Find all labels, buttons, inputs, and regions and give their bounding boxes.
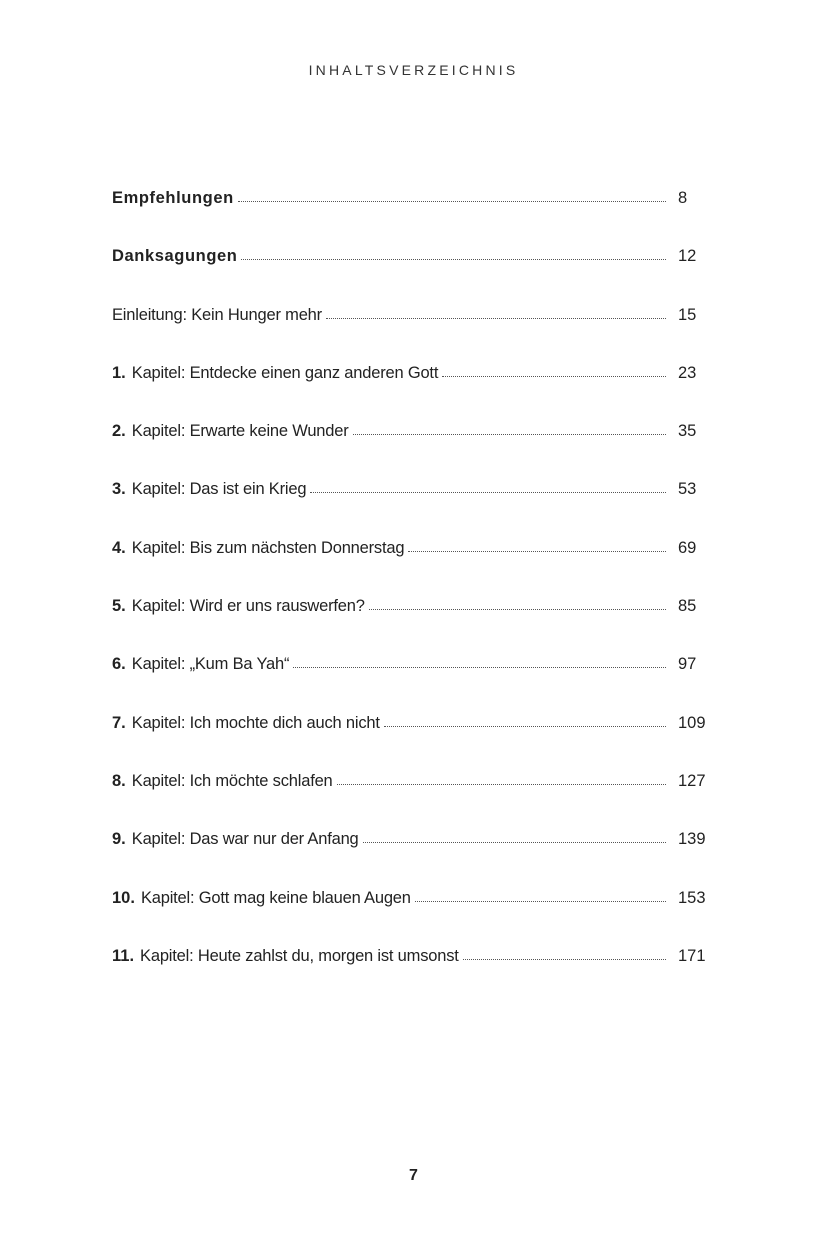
toc-entry-title: Kapitel: Entdecke einen ganz anderen Gott bbox=[131, 363, 439, 382]
dot-leader bbox=[310, 491, 666, 493]
toc-entry-number: 3. bbox=[112, 480, 126, 499]
toc-entry-einleitung[interactable] bbox=[112, 301, 704, 359]
toc-entry-chapter-3[interactable] bbox=[112, 475, 704, 533]
dot-leader bbox=[353, 433, 666, 435]
toc-entry-title: Danksagungen bbox=[112, 247, 238, 266]
toc-entry-chapter-11[interactable] bbox=[112, 942, 704, 1000]
toc-entry-title: Kapitel: „Kum Ba Yah“ bbox=[131, 655, 290, 674]
toc-entry-number: 2. bbox=[112, 422, 126, 441]
toc-entry-page: 109 bbox=[678, 713, 706, 732]
toc-entry-title: Kapitel: Bis zum nächsten Donnerstag bbox=[131, 538, 405, 557]
dot-leader bbox=[363, 841, 666, 843]
dot-leader bbox=[442, 375, 666, 377]
toc-entry-number: 10. bbox=[112, 888, 135, 907]
toc-entry-chapter-4[interactable] bbox=[112, 534, 704, 592]
dot-leader bbox=[415, 900, 666, 902]
toc-entry-title: Kapitel: Heute zahlst du, morgen ist umsonst bbox=[140, 946, 459, 965]
toc-entry-title: Kapitel: Wird er uns rauswerfen? bbox=[131, 597, 365, 616]
toc-entry-number: 11. bbox=[112, 946, 135, 965]
toc-entry-page: 97 bbox=[678, 655, 697, 674]
toc-entry-title: Kapitel: Das ist ein Krieg bbox=[131, 480, 307, 499]
toc-entry-chapter-9[interactable] bbox=[112, 825, 704, 883]
toc-entry-chapter-1[interactable] bbox=[112, 359, 704, 417]
dot-leader bbox=[408, 550, 666, 552]
dot-leader bbox=[326, 317, 666, 319]
toc-heading: INHALTSVERZEICHNIS bbox=[308, 62, 519, 78]
toc-entry-page: 12 bbox=[678, 247, 697, 266]
toc-entry-page: 53 bbox=[678, 480, 697, 499]
toc-entry-title: Einleitung: Kein Hunger mehr bbox=[112, 305, 322, 324]
toc-entry-title: Kapitel: Gott mag keine blauen Augen bbox=[140, 888, 411, 907]
toc-entry-title: Kapitel: Ich mochte dich auch nicht bbox=[131, 713, 380, 732]
toc-entry-title: Empfehlungen bbox=[112, 189, 234, 207]
toc-entry-page: 35 bbox=[678, 422, 697, 441]
toc-entry-number: 5. bbox=[112, 597, 126, 616]
toc-entry-page: 153 bbox=[678, 888, 706, 907]
toc-entry-number: 4. bbox=[112, 538, 126, 557]
toc-entry-page: 69 bbox=[678, 538, 697, 557]
page-number: 7 bbox=[409, 1167, 418, 1184]
toc-entry-title: Kapitel: Ich möchte schlafen bbox=[131, 771, 333, 790]
toc-entry-chapter-10[interactable] bbox=[112, 884, 704, 942]
toc-entry-number: 1. bbox=[112, 363, 126, 382]
toc-entry-chapter-8[interactable] bbox=[112, 767, 704, 825]
dot-leader bbox=[369, 608, 666, 610]
toc-entry-page: 171 bbox=[678, 946, 706, 965]
dot-leader bbox=[238, 200, 666, 202]
toc-entry-chapter-6[interactable] bbox=[112, 650, 704, 708]
toc-entry-chapter-5[interactable] bbox=[112, 592, 704, 650]
toc-entry-number: 6. bbox=[112, 655, 126, 674]
toc-entry-page: 85 bbox=[678, 597, 697, 616]
dot-leader bbox=[463, 958, 666, 960]
toc-entry-danksagungen[interactable] bbox=[112, 242, 704, 300]
toc-entry-number: 9. bbox=[112, 830, 126, 849]
table-of-contents bbox=[112, 184, 704, 1000]
toc-entry-page: 8 bbox=[678, 189, 688, 207]
toc-entry-title: Kapitel: Erwarte keine Wunder bbox=[131, 422, 349, 441]
toc-entry-number: 8. bbox=[112, 771, 126, 790]
toc-entry-page: 23 bbox=[678, 363, 697, 382]
dot-leader bbox=[241, 258, 666, 260]
dot-leader bbox=[337, 783, 666, 785]
toc-entry-page: 139 bbox=[678, 830, 706, 849]
toc-entry-empfehlungen[interactable] bbox=[112, 184, 704, 242]
toc-entry-chapter-2[interactable] bbox=[112, 417, 704, 475]
toc-entry-number: 7. bbox=[112, 713, 126, 732]
toc-entry-chapter-7[interactable] bbox=[112, 709, 704, 767]
toc-entry-page: 127 bbox=[678, 771, 706, 790]
dot-leader bbox=[384, 725, 666, 727]
toc-entry-title: Kapitel: Das war nur der Anfang bbox=[131, 830, 359, 849]
toc-entry-page: 15 bbox=[678, 305, 697, 324]
dot-leader bbox=[293, 666, 666, 668]
